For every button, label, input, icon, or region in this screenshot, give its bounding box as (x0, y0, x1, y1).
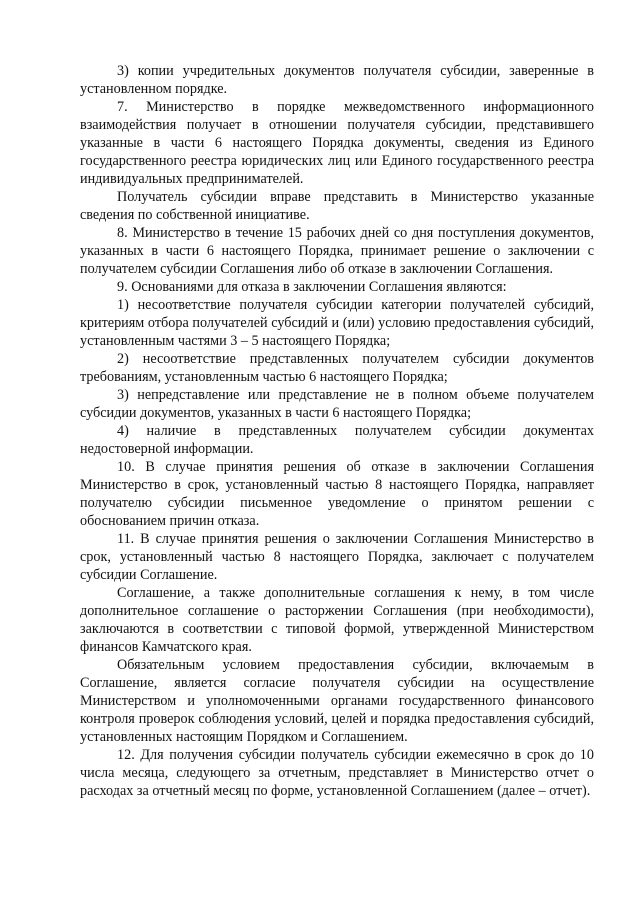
paragraph-section-9: 9. Основаниями для отказа в заключении Соглашения являются: (117, 279, 507, 295)
paragraph-section-12: 12. Для получения субсидии получатель субсидии ежемесячно в срок до 10 числа месяца, следующего за отчетным, представляет в Министерство отчет о расходах за отчетный месяц по форме, установленной Соглашением (далее – отчет). (80, 747, 594, 799)
paragraph-item-3-documents: 3) копии учредительных документов получателя субсидии, заверенные в установленном порядке. (80, 63, 594, 97)
paragraph-item-3-nonsubmission: 3) непредставление или представление не в полном объеме получателем субсидии документов, указанных в части 6 настоящего Порядка; (80, 387, 594, 421)
paragraph-item-1-mismatch: 1) несоответствие получателя субсидии категории получателей субсидий, критериям отбора получателей субсидий и (или) условию предоставления субсидий, установленным частями 3 – 5 настоящего Порядка; (80, 297, 594, 349)
paragraph-agreement-form: Соглашение, а также дополнительные соглашения к нему, в том числе дополнительное соглашение о расторжении Соглашения (при необходимости), заключаются в соответствии с типовой формой, утвержденной Министерством финансов Камчатского края. (80, 585, 594, 655)
paragraph-item-2-documents-mismatch: 2) несоответствие представленных получателем субсидии документов требованиям, установленным частью 6 настоящего Порядка; (80, 351, 594, 385)
paragraph-own-initiative: Получатель субсидии вправе представить в Министерство указанные сведения по собственной инициативе. (80, 189, 594, 223)
paragraph-section-11: 11. В случае принятия решения о заключении Соглашения Министерство в срок, установленный частью 8 настоящего Порядка, заключает с получателем субсидии Соглашение. (80, 531, 594, 583)
paragraph-section-7: 7. Министерство в порядке межведомственного информационного взаимодействия получает в отношении получателя субсидии, представившего указанные в части 6 настоящего Порядка документы, сведения из Единого государственного реестра юридических лиц или Единого государственного реестра индивидуальных предпринимателей. (80, 99, 594, 187)
paragraph-item-4-false-info: 4) наличие в представленных получателем субсидии документах недостоверной информации. (80, 423, 594, 457)
paragraph-section-10: 10. В случае принятия решения об отказе в заключении Соглашения Министерство в срок, установленный частью 8 настоящего Порядка, направляет получателю субсидии письменное уведомление о принятом решении с обоснованием причин отказа. (80, 459, 594, 529)
document-body (80, 62, 594, 800)
paragraph-section-8: 8. Министерство в течение 15 рабочих дней со дня поступления документов, указанных в части 6 настоящего Порядка, принимает решение о заключении с получателем субсидии Соглашения либо об отказе в заключении Соглашения. (80, 225, 594, 277)
paragraph-mandatory-condition: Обязательным условием предоставления субсидии, включаемым в Соглашение, является согласие получателя субсидии на осуществление Министерством и уполномоченными органами государственного финансового контроля проверок соблюдения условий, целей и порядка предоставления субсидий, установленных настоящим Порядком и Соглашением. (80, 657, 594, 745)
